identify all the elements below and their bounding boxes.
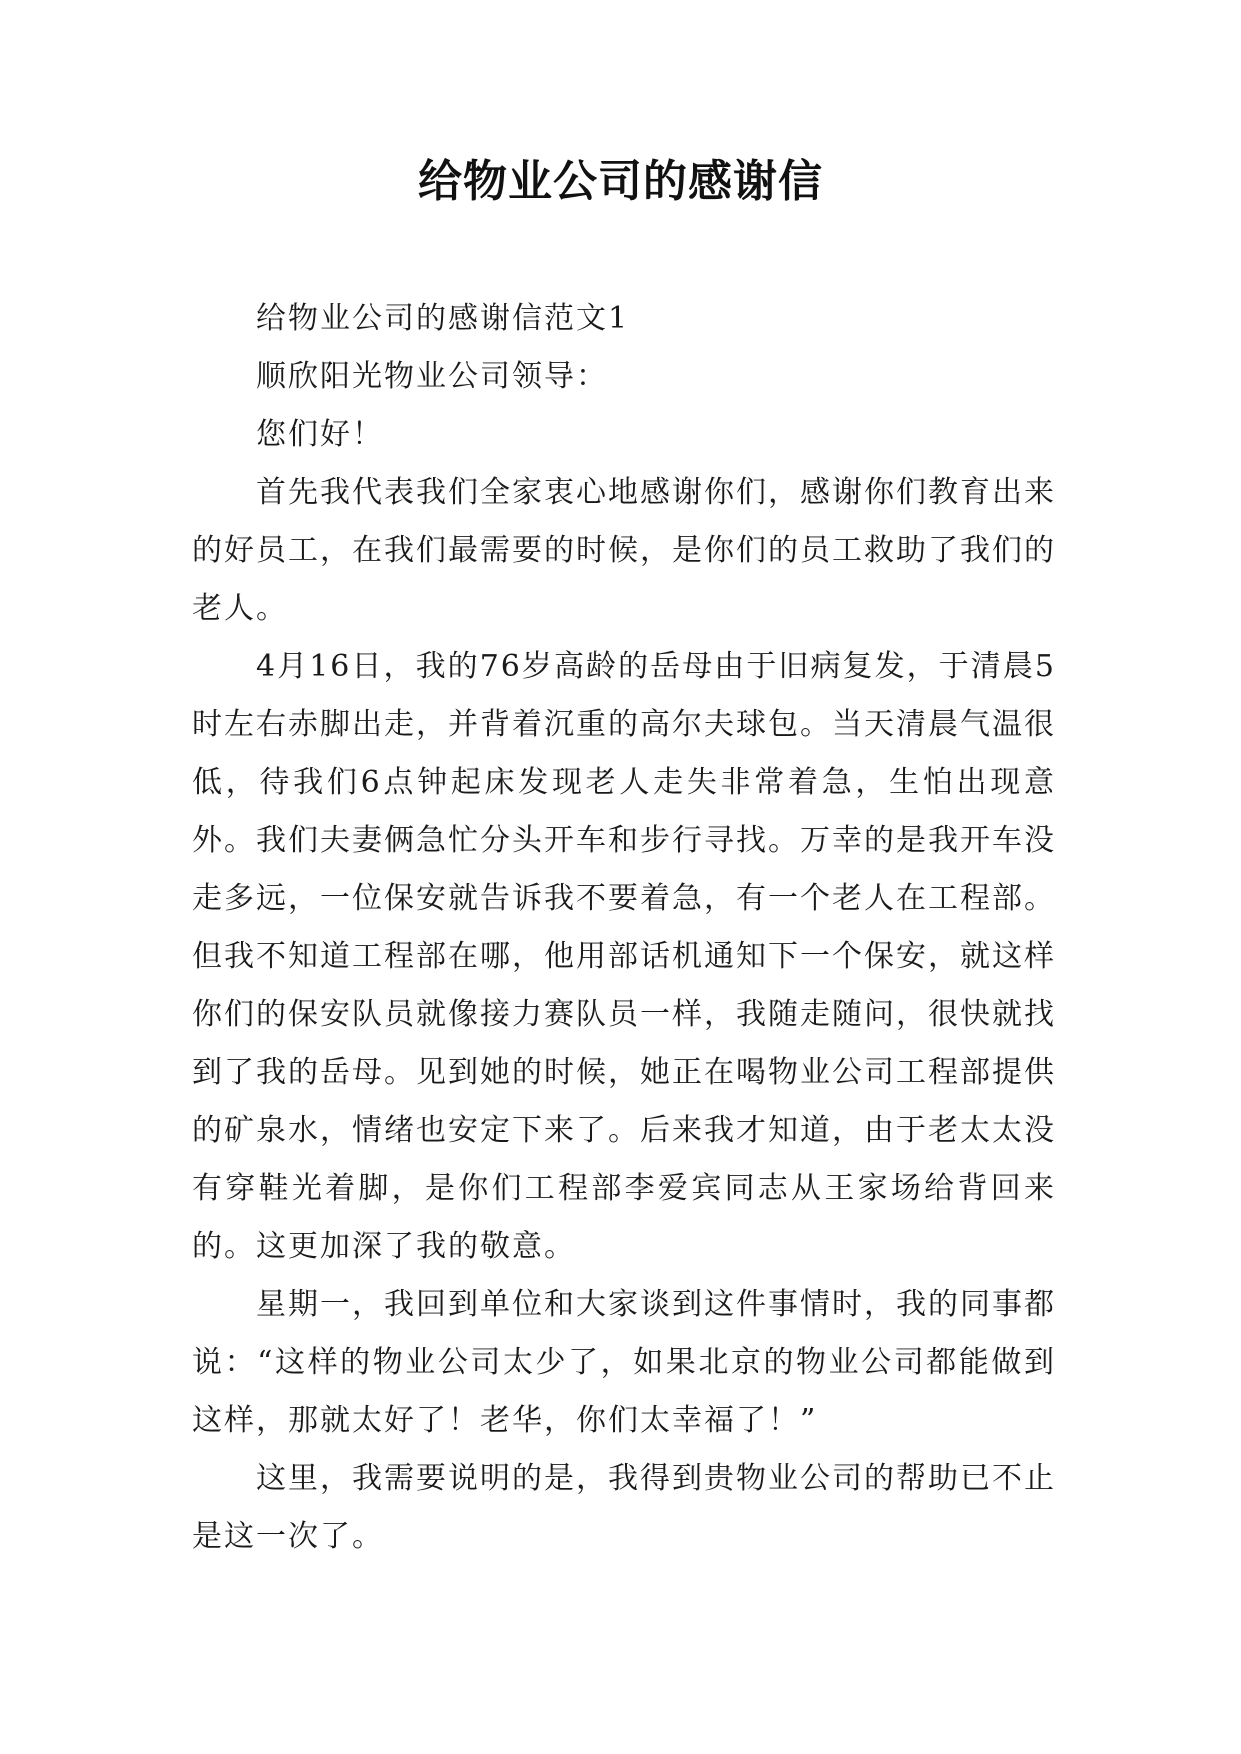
paragraph-greeting: 您们好！	[256, 417, 384, 452]
paragraph-closing: 这里，我需要说明的是，我得到贵物业公司的帮助已不止是这一次了。	[192, 1461, 1056, 1554]
document-body	[192, 290, 1056, 1566]
paragraph-story: 4月16日，我的76岁高龄的岳母由于旧病复发，于清晨5时左右赤脚出走，并背着沉重的高尔夫球包。当天清晨气温很低，待我们6点钟起床发现老人走失非常着急，生怕出现意外。我们夫妻俩急忙分头开车和步行寻找。万幸的是我开车没走多远，一位保安就告诉我不要着急，有一个老人在工程部。但我不知道工程部在哪，他用部话机通知下一个保安，就这样你们的保安队员就像接力赛队员一样，我随走随问，很快就找到了我的岳母。见到她的时候，她正在喝物业公司工程部提供的矿泉水，情绪也安定下来了。后来我才知道，由于老太太没有穿鞋光着脚，是你们工程部李爱宾同志从王家场给背回来的。这更加深了我的敬意。	[192, 649, 1056, 1264]
paragraph-salutation: 顺欣阳光物业公司领导：	[256, 359, 608, 394]
paragraph-thanks: 首先我代表我们全家衷心地感谢你们，感谢你们教育出来的好员工，在我们最需要的时候，是你们的员工救助了我们的老人。	[192, 475, 1056, 626]
document-title: 给物业公司的感谢信	[418, 156, 823, 207]
paragraph-colleagues: 星期一，我回到单位和大家谈到这件事情时，我的同事都说：“这样的物业公司太少了，如果北京的物业公司都能做到这样，那就太好了！老华，你们太幸福了！”	[192, 1287, 1056, 1438]
paragraph-heading: 给物业公司的感谢信范文1	[256, 301, 630, 336]
